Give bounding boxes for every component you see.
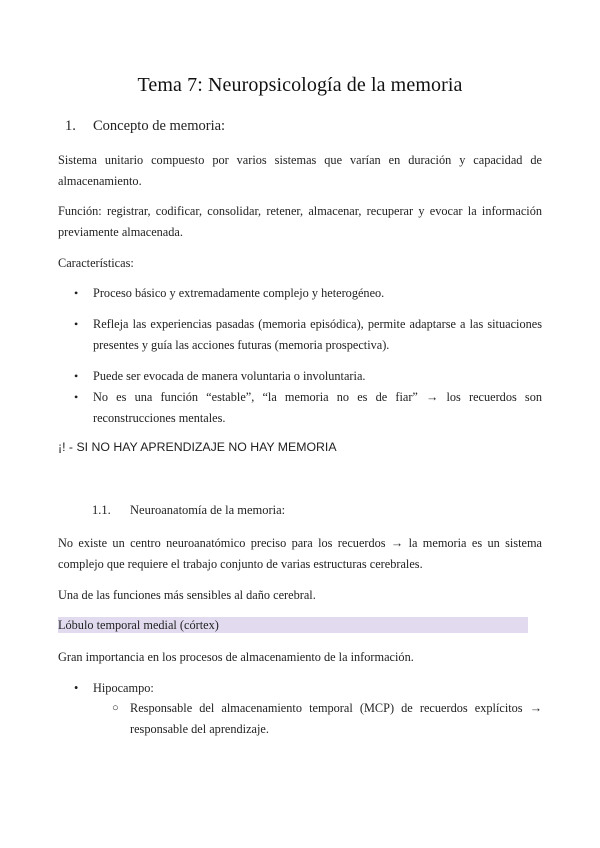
section-1-heading: [65, 118, 225, 135]
memory-definition: Sistema unitario compuesto por varios sistemas que varían en duración y capacidad de almacenamiento.: [58, 153, 542, 188]
storage-paragraph: Gran importancia en los procesos de almacenamiento de la información.: [58, 650, 414, 664]
sub-bullet-circle: ○: [112, 702, 119, 714]
structures-list: [58, 678, 542, 699]
section-1-number: 1.: [65, 118, 76, 134]
memory-function: Función: registrar, codificar, consolidar, retener, almacenar, recuperar y evocar la información previamente almacenada.: [58, 204, 542, 239]
neuroanatomy-paragraph: No existe un centro neuroanatómico preciso para los recuerdos → la memoria es un sistema complejo que requiere el trabajo conjunto de varias estructuras cerebrales.: [58, 536, 542, 571]
section-1-1-heading: [92, 503, 285, 518]
characteristic-item: • No es una función “estable”, “la memoria no es de fiar” → los recuerdos son reconstrucciones mentales.: [58, 387, 542, 429]
characteristic-item: • Refleja las experiencias pasadas (memoria episódica), permite adaptarse a las situaciones presentes y guía las acciones futuras (memoria prospectiva).: [58, 314, 542, 356]
characteristics-list: [58, 314, 542, 356]
hippocampus-description: Responsable del almacenamiento temporal (MCP) de recuerdos explícitos → responsable del aprendizaje.: [130, 701, 542, 736]
section-1-heading-text: Concepto de memoria:: [93, 118, 226, 134]
section-1-1-number: 1.1.: [92, 503, 111, 517]
characteristic-item: • Puede ser evocada de manera voluntaria o involuntaria.: [58, 366, 542, 387]
document-title: Tema 7: Neuropsicología de la memoria: [137, 74, 463, 96]
characteristics-list: [58, 366, 542, 387]
characteristics-label: Características:: [58, 256, 134, 270]
temporal-lobe-highlight: Lóbulo temporal medial (córtex): [58, 617, 528, 633]
characteristics-list: [58, 283, 542, 304]
characteristics-list: [58, 387, 542, 429]
sensitivity-paragraph: Una de las funciones más sensibles al daño cerebral.: [58, 588, 316, 602]
warning-note: ¡! - SI NO HAY APRENDIZAJE NO HAY MEMORIA: [58, 440, 337, 454]
characteristic-item: • Proceso básico y extremadamente complejo y heterogéneo.: [58, 283, 542, 304]
section-1-1-heading-text: Neuroanatomía de la memoria:: [130, 503, 286, 517]
hippocampus-item: • Hipocampo:: [58, 678, 542, 699]
